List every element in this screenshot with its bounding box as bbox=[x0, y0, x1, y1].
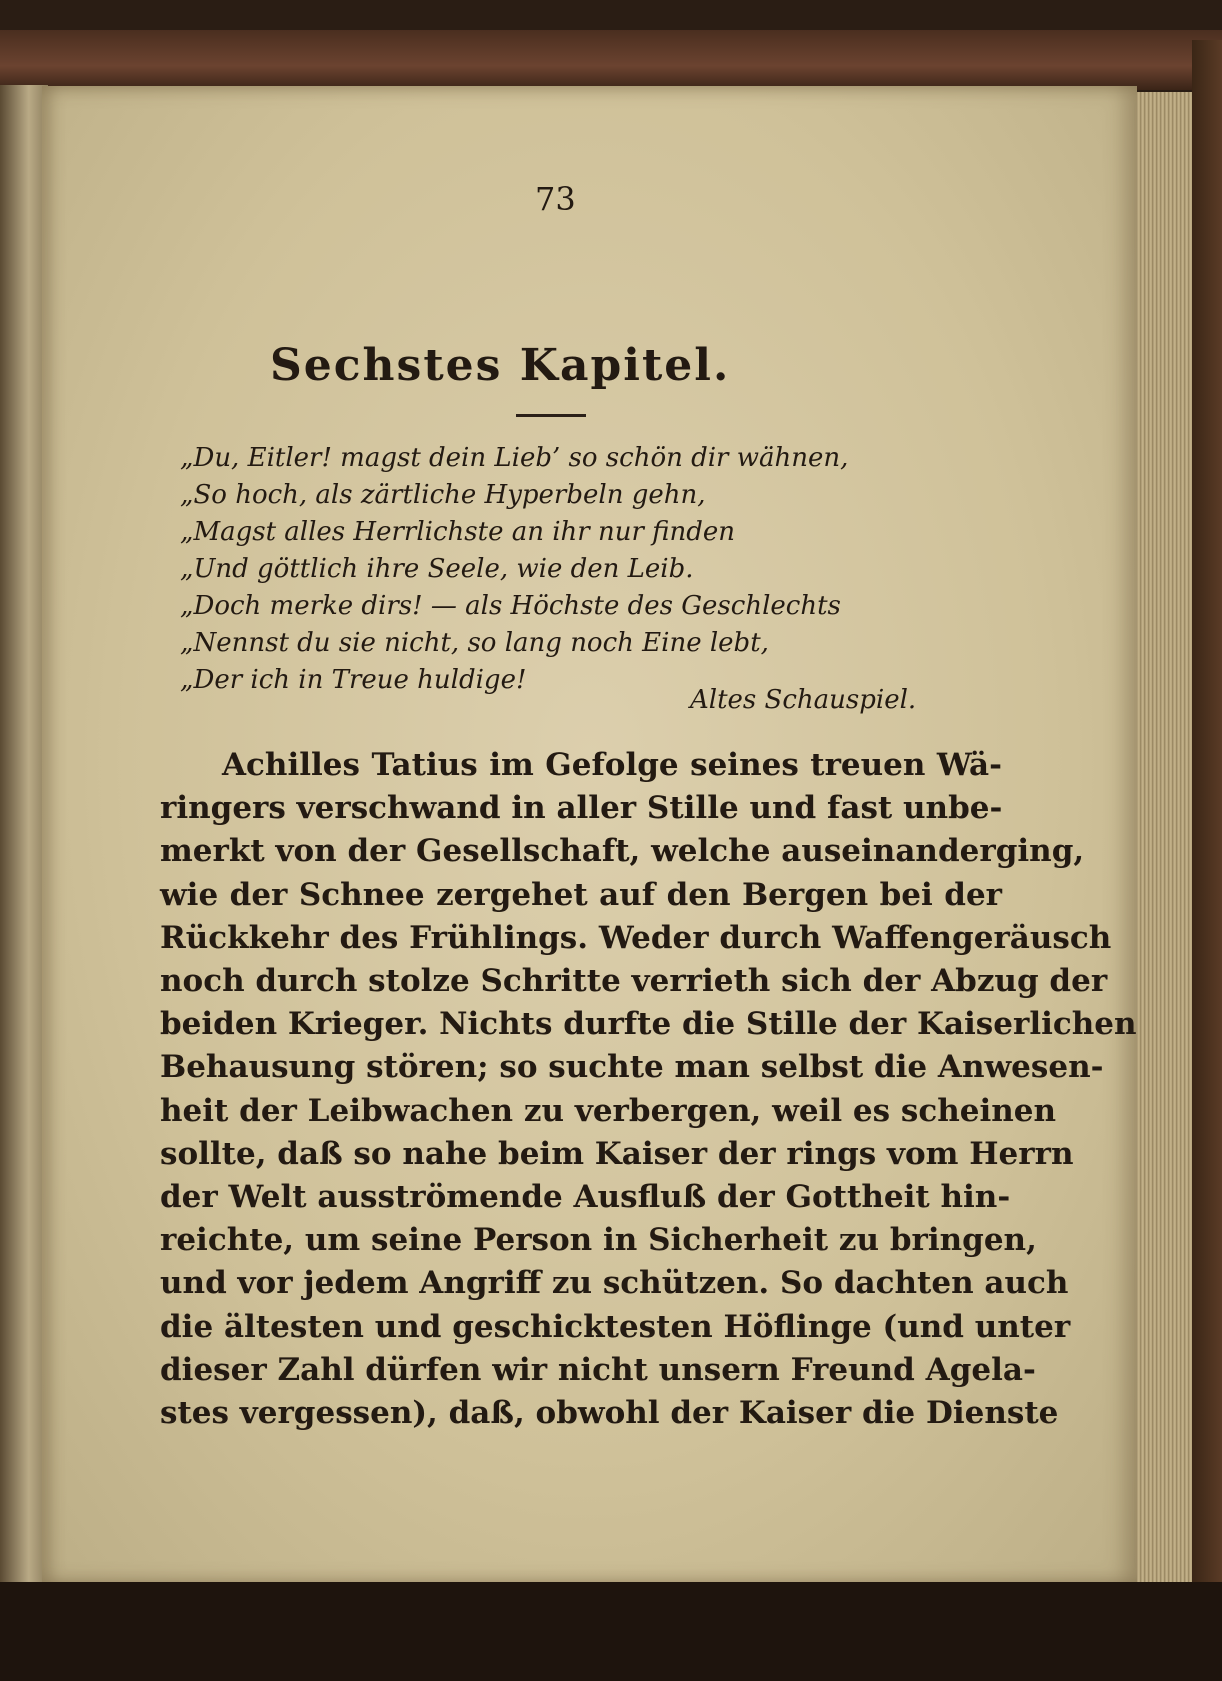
body-line: die ältesten und geschicktesten Höflinge (und unter bbox=[160, 1308, 1071, 1345]
left-page-edge bbox=[0, 85, 48, 1585]
page-stack-edges bbox=[1137, 92, 1192, 1582]
epigraph-line: „Und göttlich ihre Seele, wie den Leib. bbox=[180, 554, 694, 584]
body-text bbox=[160, 744, 1137, 1435]
book-cover-right bbox=[1192, 40, 1222, 1640]
body-line: dieser Zahl dürfen wir nicht unsern Freund Agela- bbox=[160, 1351, 1036, 1388]
epigraph bbox=[180, 440, 848, 699]
body-line: heit der Leibwachen zu verbergen, weil es scheinen bbox=[160, 1092, 1057, 1129]
body-line: der Welt ausströmende Ausfluß der Gottheit hin- bbox=[160, 1179, 1011, 1216]
body-line: reichte, um seine Person in Sicherheit zu bringen, bbox=[160, 1222, 1037, 1259]
epigraph-line: „So hoch, als zärtliche Hyperbeln gehn, bbox=[180, 480, 706, 510]
body-line: wie der Schnee zergehet auf den Bergen bei der bbox=[160, 876, 1002, 913]
body-line: sollte, daß so nahe beim Kaiser der rings vom Herrn bbox=[160, 1135, 1074, 1172]
body-line: Achilles Tatius im Gefolge seines treuen Wä- bbox=[222, 747, 1002, 783]
epigraph-line: „Magst alles Herrlichste an ihr nur finden bbox=[180, 517, 736, 547]
body-line: merkt von der Gesellschaft, welche auseinanderging, bbox=[160, 833, 1085, 870]
epigraph-line: „Nennst du sie nicht, so lang noch Eine lebt, bbox=[180, 628, 769, 658]
title-rule bbox=[516, 414, 586, 417]
epigraph-line: „Du, Eitler! magst dein Lieb’ so schön dir wähnen, bbox=[180, 443, 849, 473]
page-number: 73 bbox=[535, 180, 576, 218]
book-cover-top bbox=[0, 30, 1222, 90]
body-line: noch durch stolze Schritte verrieth sich der Abzug der bbox=[160, 963, 1108, 1000]
body-line: Behausung stören; so suchte man selbst die Anwesen- bbox=[160, 1049, 1104, 1086]
background-bottom bbox=[0, 1582, 1222, 1681]
body-line: beiden Krieger. Nichts durfte die Stille der Kaiserlichen bbox=[160, 1006, 1137, 1043]
body-line: ringers verschwand in aller Stille und fast unbe- bbox=[160, 790, 1003, 827]
body-line: und vor jedem Angriff zu schützen. So dachten auch bbox=[160, 1265, 1069, 1302]
epigraph-line: „Doch merke dirs! — als Höchste des Geschlechts bbox=[180, 591, 841, 621]
chapter-title: Sechstes Kapitel. bbox=[270, 340, 731, 391]
body-line: Rückkehr des Frühlings. Weder durch Waffengeräusch bbox=[160, 919, 1112, 956]
epigraph-source: Altes Schauspiel. bbox=[690, 685, 917, 715]
epigraph-line: „Der ich in Treue huldige! bbox=[180, 665, 527, 695]
body-line: stes vergessen), daß, obwohl der Kaiser die Dienste bbox=[160, 1395, 1059, 1432]
